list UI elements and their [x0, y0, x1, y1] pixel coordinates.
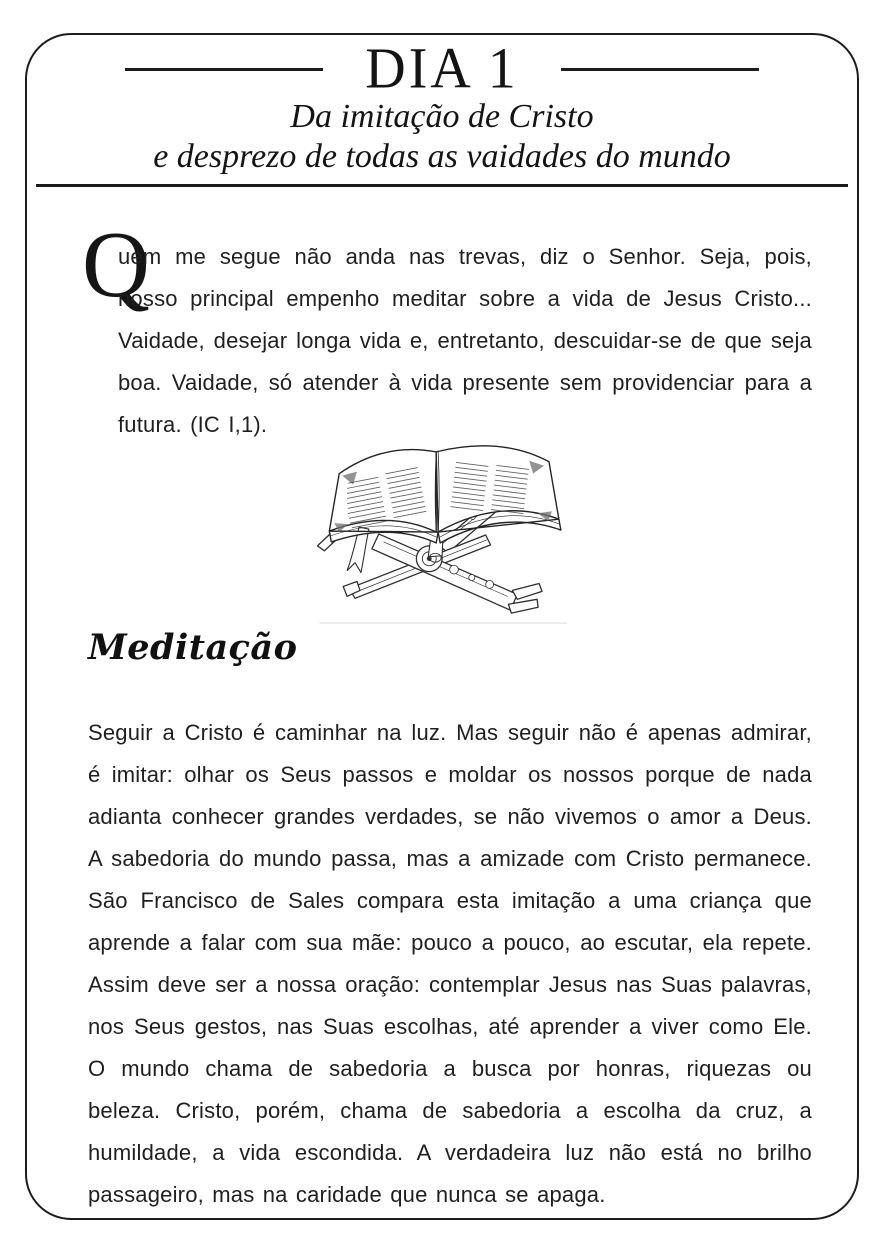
meditation-heading: Meditação [88, 627, 298, 668]
opening-quote-paragraph: uem me segue não anda nas trevas, diz o Senhor. Seja, pois, nosso principal empenho meditar sobre a vida de Jesus Cristo... Vaidade, desejar longa vida e, entretanto, descuidar-se de que seja boa. Vaidade, só atender à vida presente sem providenciar para a futura. (IC I,1). [118, 244, 812, 437]
day-title: DIA 1 [365, 36, 519, 102]
meditation-paragraph: Seguir a Cristo é caminhar na luz. Mas seguir não é apenas admirar, é imitar: olhar os Seus passos e moldar os nossos porque de nada adianta conhecer grandes verdades, se não vivemos o amor a Deus. A sabedoria do mundo passa, mas a amizade com Cristo permanece. São Francisco de Sales compara esta imitação a uma criança que aprende a falar com sua mãe: pouco a pouco, ao escutar, ela repete. Assim deve ser a nossa oração: contemplar Jesus nas Suas palavras, nos Seus gestos, nas Suas escolhas, até aprender a viver como Ele. O mundo chama de sabedoria a busca por honras, riquezas ou beleza. Cristo, porém, chama de sabedoria a escolha da cruz, a humildade, a vida escondida. A verdadeira luz não está no brilho passageiro, mas na caridade que nunca se apaga. [88, 720, 812, 1207]
open-bible-illustration [288, 440, 618, 628]
open-bible-drawing [288, 440, 618, 628]
subtitle-line-1: Da imitação de Cristo [290, 98, 594, 135]
title-rule-left [125, 68, 323, 71]
dropcap-letter: Q [82, 213, 150, 317]
day-header [25, 36, 859, 102]
subtitle-line-2: e desprezo de todas as vaidades do mundo [153, 138, 731, 175]
title-rule-right [561, 68, 759, 71]
header-divider [36, 184, 848, 187]
chapter-subtitle [25, 97, 859, 177]
